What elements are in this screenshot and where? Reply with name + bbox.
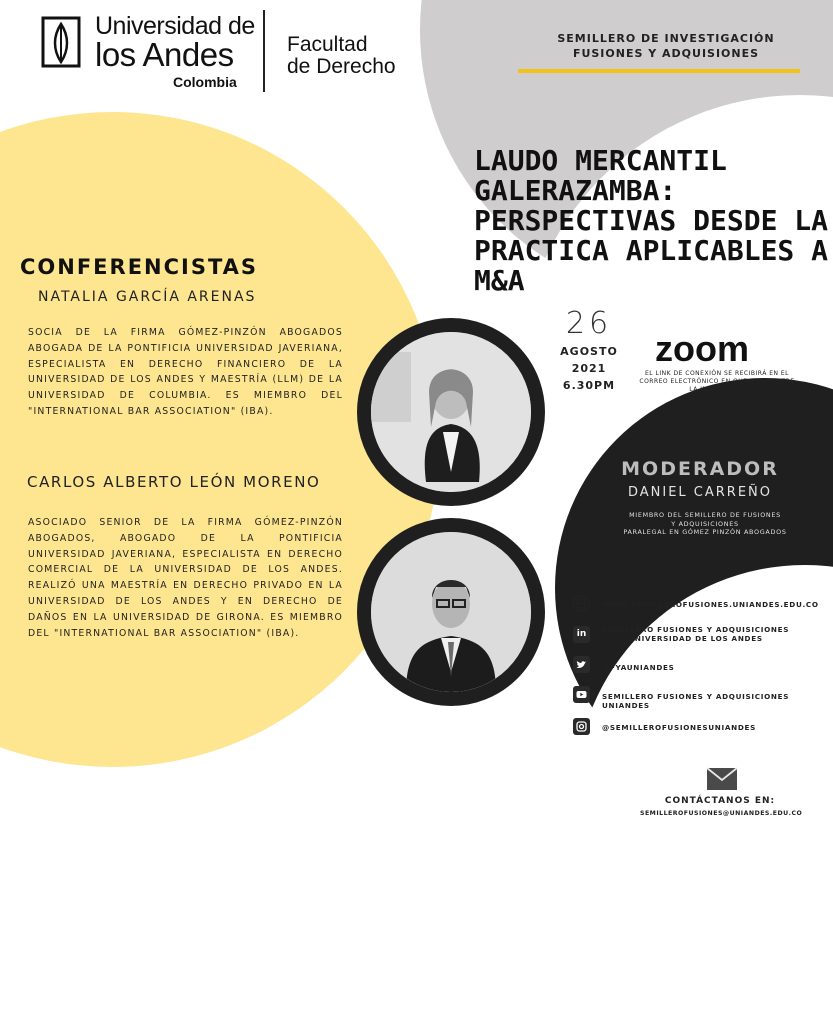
linkedin-icon: in <box>573 626 590 643</box>
university-name-line1: Universidad de <box>95 12 255 40</box>
instagram-icon <box>573 718 590 735</box>
faculty-line1: Facultad <box>287 33 368 56</box>
title-line: PERSPECTIVAS DESDE LA <box>474 204 829 237</box>
twitter-icon <box>573 656 590 673</box>
website-link[interactable]: WWW.SEMILLEROFUSIONES.UNIANDES.EDU.CO <box>602 600 819 609</box>
speaker2-name: CARLOS ALBERTO LEÓN MORENO <box>27 473 321 491</box>
speaker1-photo <box>357 318 545 506</box>
moderator-desc-line: PARALEGAL EN GÓMEZ PINZÓN ABOGADOS <box>623 528 787 536</box>
speaker2-portrait-icon <box>371 532 531 692</box>
speakers-heading: CONFERENCISTAS <box>20 255 259 279</box>
globe-icon <box>572 594 591 613</box>
twitter-bird-icon <box>573 656 590 673</box>
connection-note: EL LINK DE CONEXIÓN SE RECIBIRÁ EN EL CORREO ELECTRÓNICO EN QUE SE REGISTRE LA INSCRIPCIÓN <box>639 370 795 393</box>
university-logo-icon <box>41 16 81 68</box>
contact-email[interactable]: SEMILLEROFUSIONES@UNIANDES.EDU.CO <box>640 810 803 817</box>
moderator-desc-line: Y ADQUISICIONES <box>671 519 739 528</box>
university-country: Colombia <box>173 74 237 90</box>
linkedin-line2: UNIVERSIDAD DE LOS ANDES <box>628 634 763 643</box>
research-group-name <box>536 31 796 61</box>
research-group-line2: FUSIONES Y ADQUISIONES <box>572 47 760 60</box>
linkedin-line1: SEMILLERO FUSIONES Y ADQUISICIONES <box>602 625 790 634</box>
event-date-details <box>554 343 624 394</box>
instagram-link[interactable]: @SEMILLEROFUSIONESUNIANDES <box>602 723 756 732</box>
faculty-line2: de Derecho <box>287 55 396 78</box>
twitter-link[interactable]: @FYAUNIANDES <box>602 663 675 672</box>
moderator-description <box>610 511 800 537</box>
moderator-name: DANIEL CARREÑO <box>627 485 773 500</box>
university-name-line2: los Andes <box>95 36 234 73</box>
envelope-icon <box>706 767 738 791</box>
title-line: PRACTICA APLICABLES A <box>474 234 829 267</box>
event-year: 2021 <box>571 362 607 375</box>
title-line: M&A <box>474 264 525 297</box>
youtube-play-icon <box>573 686 590 703</box>
event-title <box>474 146 832 296</box>
contact-heading: CONTÁCTANOS EN: <box>664 796 776 806</box>
moderator-desc-line: MIEMBRO DEL SEMILLERO DE FUSIONES <box>629 511 781 519</box>
youtube-icon <box>573 686 590 703</box>
instagram-camera-icon <box>573 718 590 735</box>
speaker2-bio: ASOCIADO SENIOR DE LA FIRMA GÓMEZ-PINZÓN ABOGADOS, ABOGADO DE LA PONTIFICIA UNIVERSIDAD JAVERIANA, ESPECIALISTA EN DERECHO COMERCIAL DE LA UNIVERSIDAD DE LOS ANDES. REALIZÓ UNA MAESTRÍA EN DERECHO PRIVADO EN LA UNIVERSIDAD DE LOS ANDES Y EN DERECHO DE DAÑOS EN LA UNIVERSIDAD DE GIRONA. ES MIEMBRO DEL "INTERNATIONAL BAR ASSOCIATION" (IBA). <box>28 517 343 639</box>
speaker1-portrait-icon <box>371 332 531 492</box>
header-divider <box>263 10 265 92</box>
speaker2-photo <box>357 518 545 706</box>
zoom-logo: zoom <box>655 328 749 369</box>
event-day: 26 <box>565 306 613 341</box>
youtube-link[interactable]: SEMILLERO FUSIONES Y ADQUISICIONES UNIANDES <box>602 692 790 710</box>
faculty-name <box>287 34 396 78</box>
speaker1-name: NATALIA GARCÍA ARENAS <box>38 289 257 305</box>
event-month: AGOSTO <box>560 345 618 358</box>
title-line: GALERAZAMBA: <box>474 174 677 207</box>
moderator-heading: MODERADOR <box>621 458 779 480</box>
event-time: 6.30PM <box>562 379 616 392</box>
speaker1-bio: SOCIA DE LA FIRMA GÓMEZ-PINZÓN ABOGADOS ABOGADA DE LA PONTIFICIA UNIVERSIDAD JAVERIANA, ESPECIALISTA EN DERECHO FINANCIERO DE LA UNIVERSIDAD DE LOS ANDES Y MAESTRÍA (LLM) DE LA UNIVERSIDAD DE COLUMBIA. ES MIEMBRO DEL "INTERNATIONAL BAR ASSOCIATION" (IBA). <box>28 327 343 417</box>
title-line: LAUDO MERCANTIL <box>474 144 727 177</box>
accent-bar <box>518 69 800 73</box>
linkedin-link[interactable] <box>602 625 789 643</box>
research-group-line1: SEMILLERO DE INVESTIGACIÓN <box>557 32 775 45</box>
